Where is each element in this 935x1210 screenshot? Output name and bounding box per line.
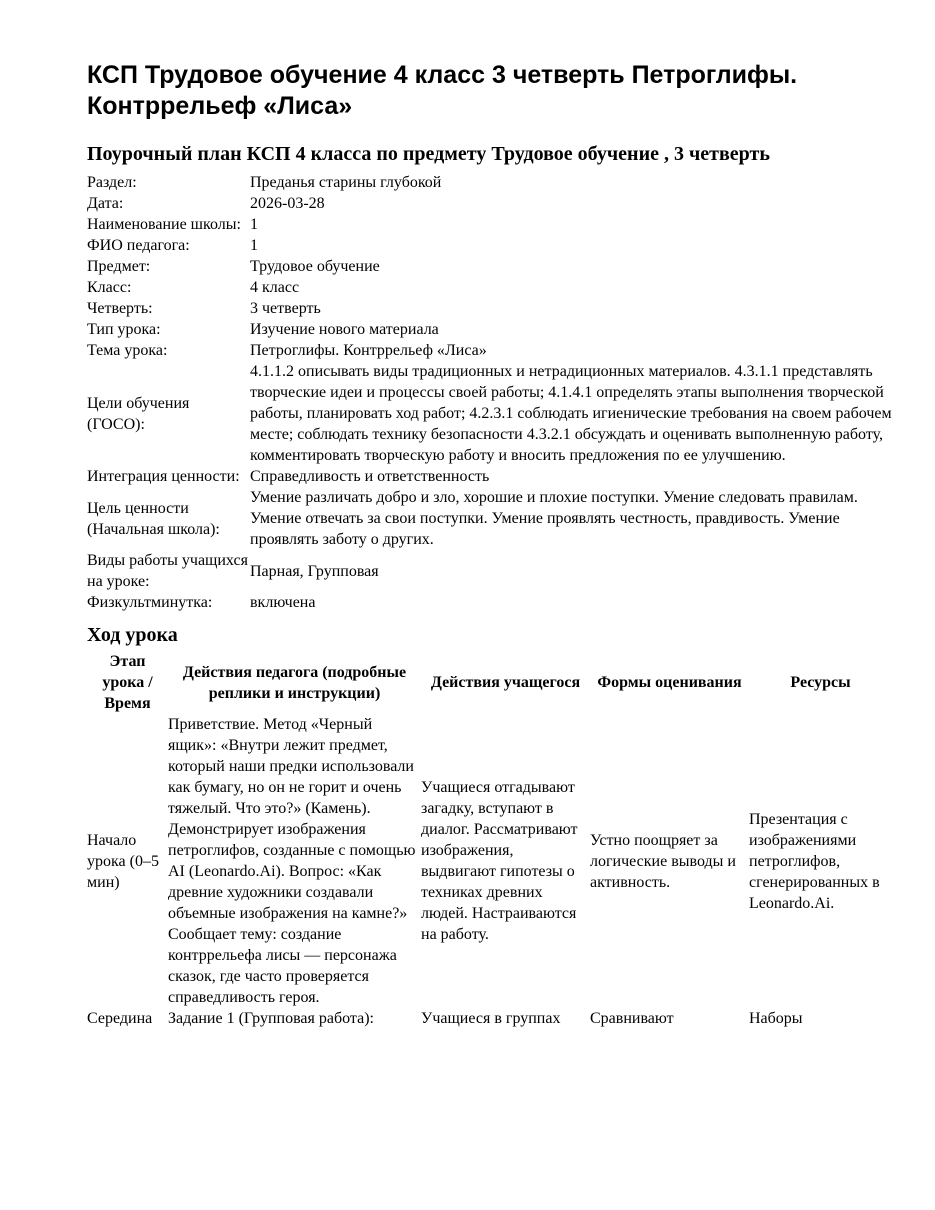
info-row: [87, 487, 892, 550]
table-cell: Приветствие. Метод «Черный ящик»: «Внутри лежит предмет, который наши предки использовали как бумагу, но он не горит и очень тяжелый. Что это?» (Камень). Демонстрирует изображения петроглифов, созданные с помощью AI (Leonardo.Ai). Вопрос: «Как древние художники создавали объемные изображения на камне?» Сообщает тему: создание контррельефа лисы — персонажа сказок, где часто проверяется справедливость героя.: [168, 716, 416, 1006]
table-cell: Учащиеся отгадывают загадку, вступают в диалог. Рассматривают изображения, выдвигают гипотезы о техниках древних людей. Настраиваются на работу.: [421, 779, 578, 943]
info-value: 3 четверть: [250, 300, 321, 317]
info-value: Справедливость и ответственность: [250, 468, 490, 485]
info-value: Парная, Групповая: [250, 562, 379, 580]
table-cell: Учащиеся в группах: [421, 1010, 561, 1027]
info-value: 2026-03-28: [250, 195, 325, 212]
plan-subtitle: Поурочный план КСП 4 класса по предмету Трудовое обучение , 3 четверть: [87, 143, 770, 165]
info-label: Класс:: [87, 279, 132, 296]
info-value: Преданья старины глубокой: [250, 174, 442, 191]
table-cell: Презентация с изображениями петроглифов, сгенерированных в Leonardo.Ai.: [749, 810, 880, 912]
info-row: [87, 550, 892, 592]
info-label: Физкультминутка:: [87, 594, 213, 611]
column-header: Действия учащегося: [430, 674, 581, 691]
info-label: Четверть:: [87, 300, 153, 317]
info-label: Тип урока:: [87, 321, 161, 338]
info-label: Интеграция ценности:: [87, 468, 240, 485]
table-cell: Начало урока (0–5 мин): [87, 831, 159, 891]
info-value: Петроглифы. Контррельеф «Лиса»: [250, 342, 487, 359]
table-cell: Середина: [87, 1010, 153, 1027]
lesson-table-header: [87, 651, 892, 714]
table-cell: Сравнивают: [590, 1010, 674, 1027]
column-header: Формы оценивания: [597, 674, 742, 691]
column-header: Действия педагога (подробные реплики и инструкции): [182, 663, 407, 702]
info-row: [87, 172, 892, 193]
info-row: [87, 193, 892, 214]
table-row: [87, 714, 892, 1008]
info-value: Умение различать добро и зло, хорошие и плохие поступки. Умение следовать правилам. Умение отвечать за свои поступки. Умение проявлять честность, правдивость. Умение проявлять заботу о других.: [250, 489, 858, 548]
info-value: 1: [250, 237, 258, 254]
info-row: [87, 256, 892, 277]
table-cell: Наборы: [749, 1010, 803, 1027]
table-cell: Устно поощряет за логические выводы и активность.: [590, 831, 736, 891]
info-label: Тема урока:: [87, 342, 168, 359]
lesson-flow-table: [87, 651, 892, 1029]
info-value: 4.1.1.2 описывать виды традиционных и нетрадиционных материалов. 4.3.1.1 представлять творческие идеи и процессы своей работы; 4.1.4.1 определять этапы выполнения творческой работы, планировать ход работ; 4.2.3.1 соблюдать игиенические требования на своем рабочем месте; соблюдать технику безопасности 4.3.2.1 обсуждать и оценивать выполненную работу, комментировать творческую работу и вносить предложения по ее улучшению.: [250, 363, 892, 464]
info-row: [87, 466, 892, 487]
info-row: [87, 340, 892, 361]
info-label: Виды работы учащихся на уроке:: [87, 552, 248, 590]
info-value: включена: [250, 594, 316, 611]
info-value: Изучение нового материала: [250, 321, 439, 338]
info-label: Цели обучения (ГОСО):: [87, 394, 190, 433]
info-value: Трудовое обучение: [250, 258, 380, 275]
info-row: [87, 319, 892, 340]
info-row: [87, 235, 892, 256]
info-value: 1: [250, 216, 258, 233]
info-label: Раздел:: [87, 174, 137, 191]
table-row: [87, 1008, 892, 1029]
table-cell: Задание 1 (Групповая работа):: [168, 1010, 374, 1027]
document-title: КСП Трудовое обучение 4 класс 3 четверть Петроглифы. Контррельеф «Лиса»: [87, 61, 798, 120]
column-header: Ресурсы: [790, 674, 851, 691]
info-label: Цель ценности (Начальная школа):: [87, 499, 220, 538]
info-label: ФИО педагога:: [87, 237, 190, 254]
info-row: [87, 592, 892, 613]
lesson-section-title: Ход урока: [87, 624, 178, 646]
info-value: 4 класс: [250, 279, 300, 296]
info-row: [87, 277, 892, 298]
column-header: Этап урока / Время: [102, 653, 153, 712]
info-label: Предмет:: [87, 258, 151, 275]
info-label: Наименование школы:: [87, 216, 241, 233]
info-row: [87, 298, 892, 319]
lesson-info-table: [87, 172, 892, 613]
info-row: [87, 214, 892, 235]
document-page: [87, 60, 892, 1029]
info-row: [87, 361, 892, 466]
info-label: Дата:: [87, 195, 124, 212]
